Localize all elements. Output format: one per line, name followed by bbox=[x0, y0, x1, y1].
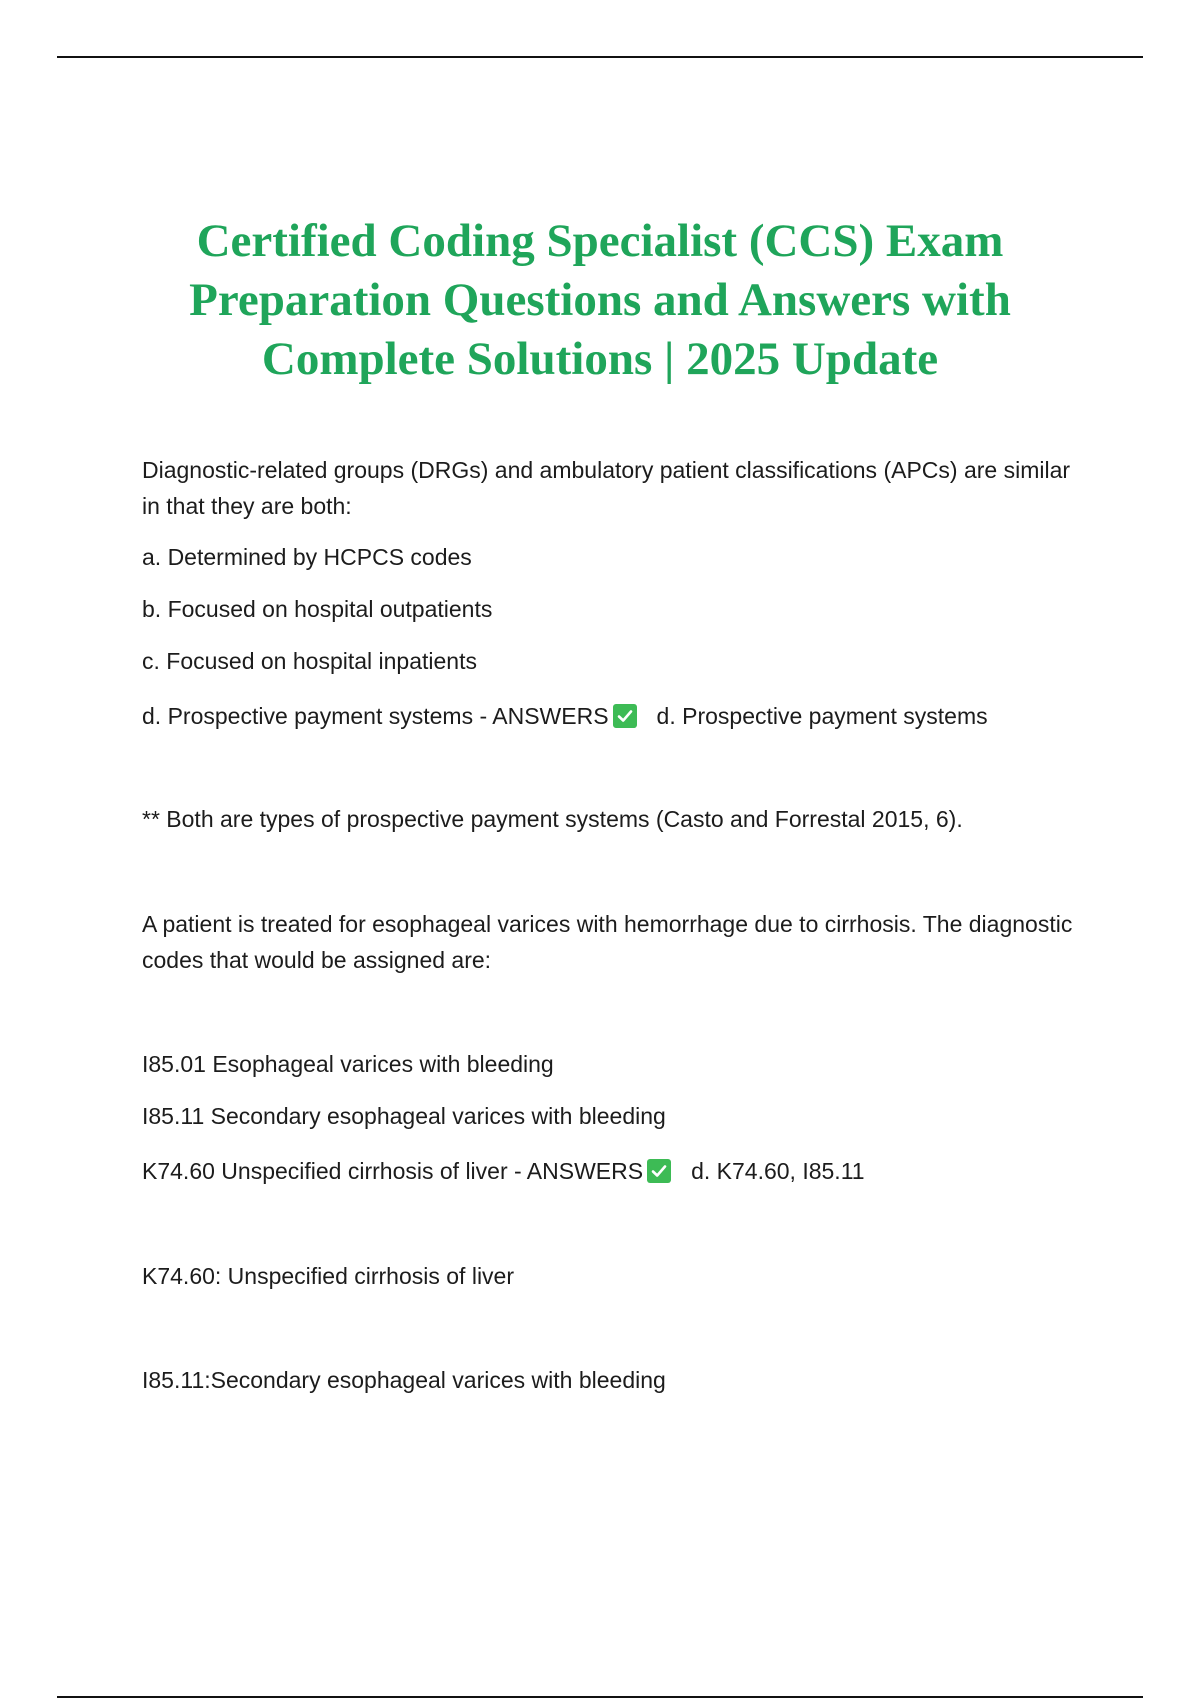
question-2-text: A patient is treated for esophageal varices with hemorrhage due to cirrhosis. The diagnostic codes that would be assigned are: bbox=[142, 911, 1073, 973]
question-1-answer: d. Prospective payment systems bbox=[656, 703, 988, 729]
question-2-line-1: I85.01 Esophageal varices with bleeding bbox=[142, 1051, 554, 1077]
check-icon bbox=[647, 1159, 671, 1183]
question-1-option-d: d. Prospective payment systems - ANSWERS bbox=[142, 703, 609, 729]
question-1-option-b: b. Focused on hospital outpatients bbox=[142, 596, 493, 622]
check-icon bbox=[613, 704, 637, 728]
bottom-divider bbox=[57, 1696, 1143, 1698]
document-title: Certified Coding Specialist (CCS) Exam Preparation Questions and Answers with Complete Solutions | 2025 Update bbox=[189, 215, 1011, 385]
question-2-line-2: I85.11 Secondary esophageal varices with bleeding bbox=[142, 1103, 666, 1129]
question-1-rationale: ** Both are types of prospective payment systems (Casto and Forrestal 2015, 6). bbox=[142, 806, 963, 832]
question-1-option-d-answer-line bbox=[142, 698, 1082, 734]
question-1-option-c: c. Focused on hospital inpatients bbox=[142, 648, 477, 674]
question-1-text: Diagnostic-related groups (DRGs) and ambulatory patient classifications (APCs) are similar in that they are both: bbox=[142, 457, 1071, 519]
top-divider bbox=[57, 56, 1143, 58]
question-2-line-3: K74.60 Unspecified cirrhosis of liver - ANSWERS bbox=[142, 1158, 644, 1184]
question-2-explanation-1: K74.60: Unspecified cirrhosis of liver bbox=[142, 1263, 514, 1289]
question-1-option-a: a. Determined by HCPCS codes bbox=[142, 544, 472, 570]
question-2-line-3-answer-line bbox=[142, 1153, 1082, 1189]
question-2-explanation-2: I85.11:Secondary esophageal varices with bleeding bbox=[142, 1367, 666, 1393]
question-2-answer: d. K74.60, I85.11 bbox=[691, 1158, 865, 1184]
